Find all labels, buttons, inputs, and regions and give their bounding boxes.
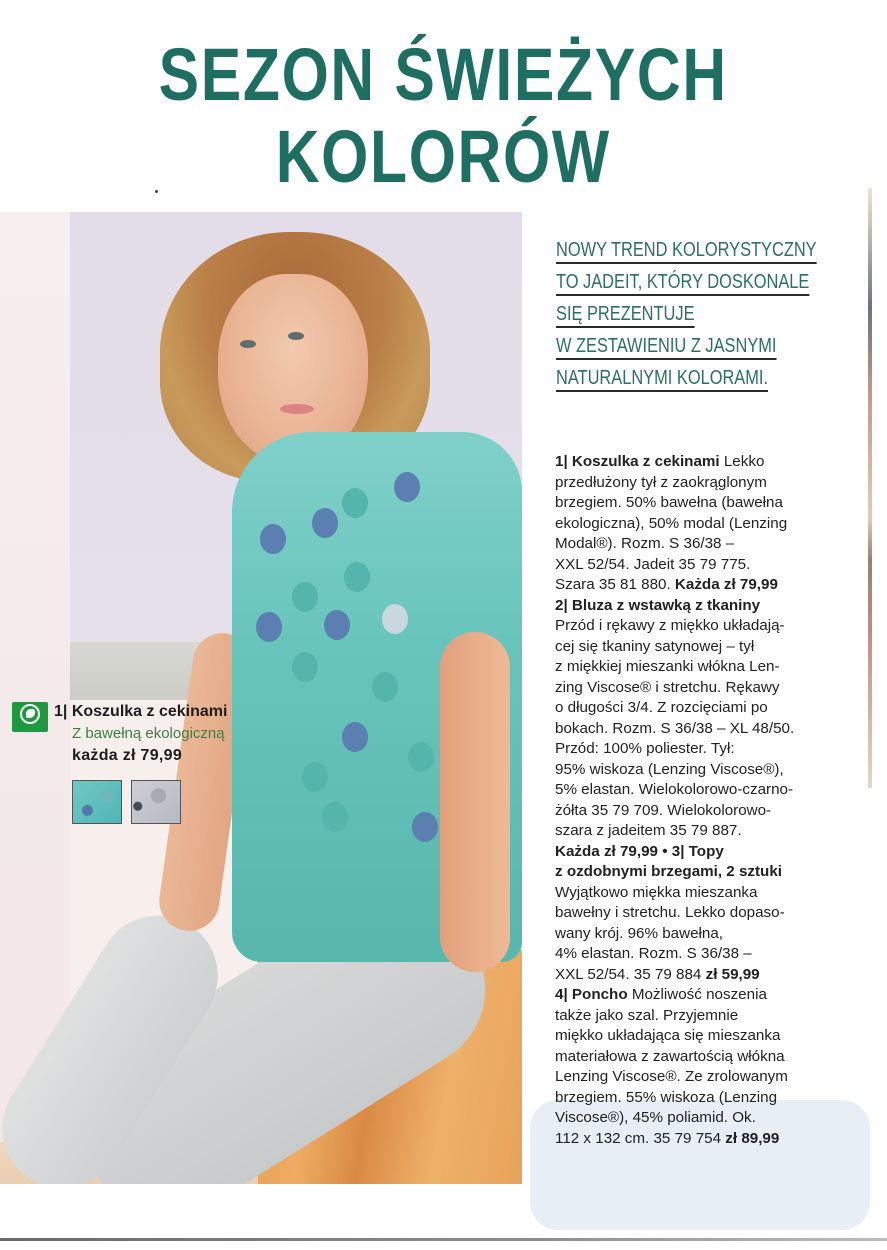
sequin-dot xyxy=(408,742,434,772)
description-line xyxy=(555,1026,855,1047)
description-text: Możliwość noszenia xyxy=(627,986,767,1003)
description-line xyxy=(555,719,855,740)
description-line xyxy=(555,739,855,760)
description-line xyxy=(555,678,855,699)
description-text: brzegiem. 55% wiskoza (Lenzing xyxy=(555,1088,778,1106)
description-text: o długości 3/4. Z rozcięciami po xyxy=(555,699,768,716)
description-line xyxy=(555,821,855,842)
description-text: Wyjątkowo miękka mieszanka xyxy=(555,883,758,901)
description-text: Lekko xyxy=(719,453,765,470)
page-headline xyxy=(80,34,807,198)
description-line xyxy=(555,575,855,596)
description-bold: 1| Koszulka z cekinami xyxy=(555,453,720,470)
description-bold: z ozdobnymi brzegami, 2 sztuki xyxy=(555,863,783,880)
description-bold: 2| Bluza z wstawką z tkaniny xyxy=(555,596,761,614)
description-line xyxy=(555,862,855,883)
sequin-dot xyxy=(342,488,368,518)
callout-title: 1| Koszulka z cekinami xyxy=(54,703,228,720)
sequin-dot xyxy=(312,508,338,538)
description-line xyxy=(555,616,855,637)
description-text: materiałowa z zawartością włókna xyxy=(555,1047,785,1065)
description-line xyxy=(555,1067,855,1088)
description-text: także jako szal. Przyjemnie xyxy=(555,1006,739,1024)
sequin-dot xyxy=(322,802,348,832)
description-text: Viscose®), 45% poliamid. Ok. xyxy=(555,1109,756,1126)
page-edge-strip xyxy=(868,188,872,788)
description-text: bokach. Rozm. S 36/38 – XL 48/50. xyxy=(555,719,795,737)
description-text: ekologiczna), 50% modal (Lenzing xyxy=(555,514,788,532)
description-text: bawełny i stretchu. Lekko dopaso- xyxy=(555,904,785,921)
intro-line: SIĘ PREZENTUJE xyxy=(556,303,695,325)
description-text: 4% elastan. Rozm. S 36/38 – xyxy=(555,945,752,962)
description-line xyxy=(555,842,855,863)
sequin-dot xyxy=(344,562,370,592)
description-text: żółta 35 79 709. Wielokolorowo- xyxy=(555,801,772,819)
intro-line: W ZESTAWIENIU Z JASNYMI xyxy=(556,335,777,357)
description-text: XXL 52/54. 35 79 884 xyxy=(555,965,706,983)
swatch-jade[interactable] xyxy=(72,780,122,824)
description-line xyxy=(555,801,855,822)
description-text: 112 x 132 cm. 35 79 754 xyxy=(555,1129,726,1147)
sequin-dot xyxy=(412,812,438,842)
description-line xyxy=(555,657,855,678)
description-text: 5% elastan. Wielokolorowo-czarno- xyxy=(555,781,794,798)
model-eye xyxy=(288,332,304,340)
page-bottom-edge xyxy=(0,1238,887,1241)
description-text: 95% wiskoza (Lenzing Viscose®), xyxy=(555,760,784,778)
description-text: XXL 52/54. Jadeit 35 79 775. xyxy=(555,555,751,573)
model-photo xyxy=(0,212,522,1184)
description-price: zł 89,99 xyxy=(725,1129,780,1147)
description-price: zł 59,99 xyxy=(705,965,760,983)
sequin-dot xyxy=(292,652,318,682)
model-mouth xyxy=(280,404,314,414)
model-arm-right xyxy=(440,632,510,972)
description-text: szara z jadeitem 35 79 887. xyxy=(555,822,742,839)
description-text: Przód: 100% poliester. Tył: xyxy=(555,740,735,757)
description-line xyxy=(555,555,855,576)
description-line xyxy=(555,903,855,924)
description-line xyxy=(555,452,855,473)
description-text: Lenzing Viscose®. Ze zrolowanym xyxy=(555,1068,788,1085)
eco-globe-icon xyxy=(12,702,48,732)
description-price: Każda zł 79,99 xyxy=(674,576,778,593)
sequin-dot xyxy=(292,582,318,612)
sequin-dot xyxy=(256,612,282,642)
description-line xyxy=(555,596,855,617)
headline-line-2: KOLORÓW xyxy=(275,115,611,198)
sequin-dot xyxy=(394,472,420,502)
description-line xyxy=(555,985,855,1006)
description-bold: Każda zł 79,99 • 3| Topy xyxy=(555,842,724,860)
description-line xyxy=(555,514,855,535)
callout-price: każda zł 79,99 xyxy=(72,747,183,764)
sequin-dot xyxy=(372,672,398,702)
description-text: cej się tkaniny satynowej – tył xyxy=(555,637,755,655)
description-line xyxy=(555,1006,855,1027)
description-line xyxy=(555,493,855,514)
description-line xyxy=(555,760,855,781)
sequin-dot xyxy=(260,524,286,554)
description-line xyxy=(555,883,855,904)
description-line xyxy=(555,637,855,658)
description-line xyxy=(555,534,855,555)
sequin-dot xyxy=(342,722,368,752)
sequin-dot xyxy=(324,610,350,640)
intro-line: TO JADEIT, KTÓRY DOSKONALE xyxy=(556,271,810,293)
description-line xyxy=(555,965,855,986)
product-descriptions xyxy=(555,452,855,1149)
description-line xyxy=(555,473,855,494)
intro-line: NOWY TREND KOLORYSTYCZNY xyxy=(556,239,817,261)
description-line xyxy=(555,924,855,945)
globe-icon xyxy=(20,704,40,724)
description-line xyxy=(555,1108,855,1129)
description-text: Szara 35 81 880. xyxy=(555,576,675,593)
sequin-dot xyxy=(302,762,328,792)
description-text: przedłużony tył z zaokrąglonym xyxy=(555,473,767,491)
description-text: Modal®). Rozm. S 36/38 – xyxy=(555,535,735,552)
description-text: brzegiem. 50% bawełna (bawełna xyxy=(555,494,783,511)
description-line xyxy=(555,1088,855,1109)
swatch-grey[interactable] xyxy=(131,780,181,824)
description-bold: 4| Poncho xyxy=(555,986,628,1003)
headline-line-1: SEZON ŚWIEŻYCH xyxy=(158,33,728,116)
description-line xyxy=(555,780,855,801)
sequin-dot xyxy=(382,604,408,634)
callout-subtitle: Z bawełną ekologiczną xyxy=(72,725,225,742)
intro-text xyxy=(556,240,846,400)
description-line xyxy=(555,698,855,719)
description-text: Przód i rękawy z miękko układają- xyxy=(555,617,785,634)
description-text: wany krój. 96% bawełna, xyxy=(555,924,723,942)
intro-line: NATURALNYMI KOLORAMI. xyxy=(556,367,769,389)
description-line xyxy=(555,1047,855,1068)
description-line xyxy=(555,944,855,965)
model-eye xyxy=(240,340,256,348)
description-line xyxy=(555,1129,855,1150)
description-text: zing Viscose® i stretchu. Rękawy xyxy=(555,678,780,696)
description-text: miękko układająca się mieszanka xyxy=(555,1027,781,1044)
description-text: z miękkiej mieszanki włókna Len- xyxy=(555,658,780,675)
